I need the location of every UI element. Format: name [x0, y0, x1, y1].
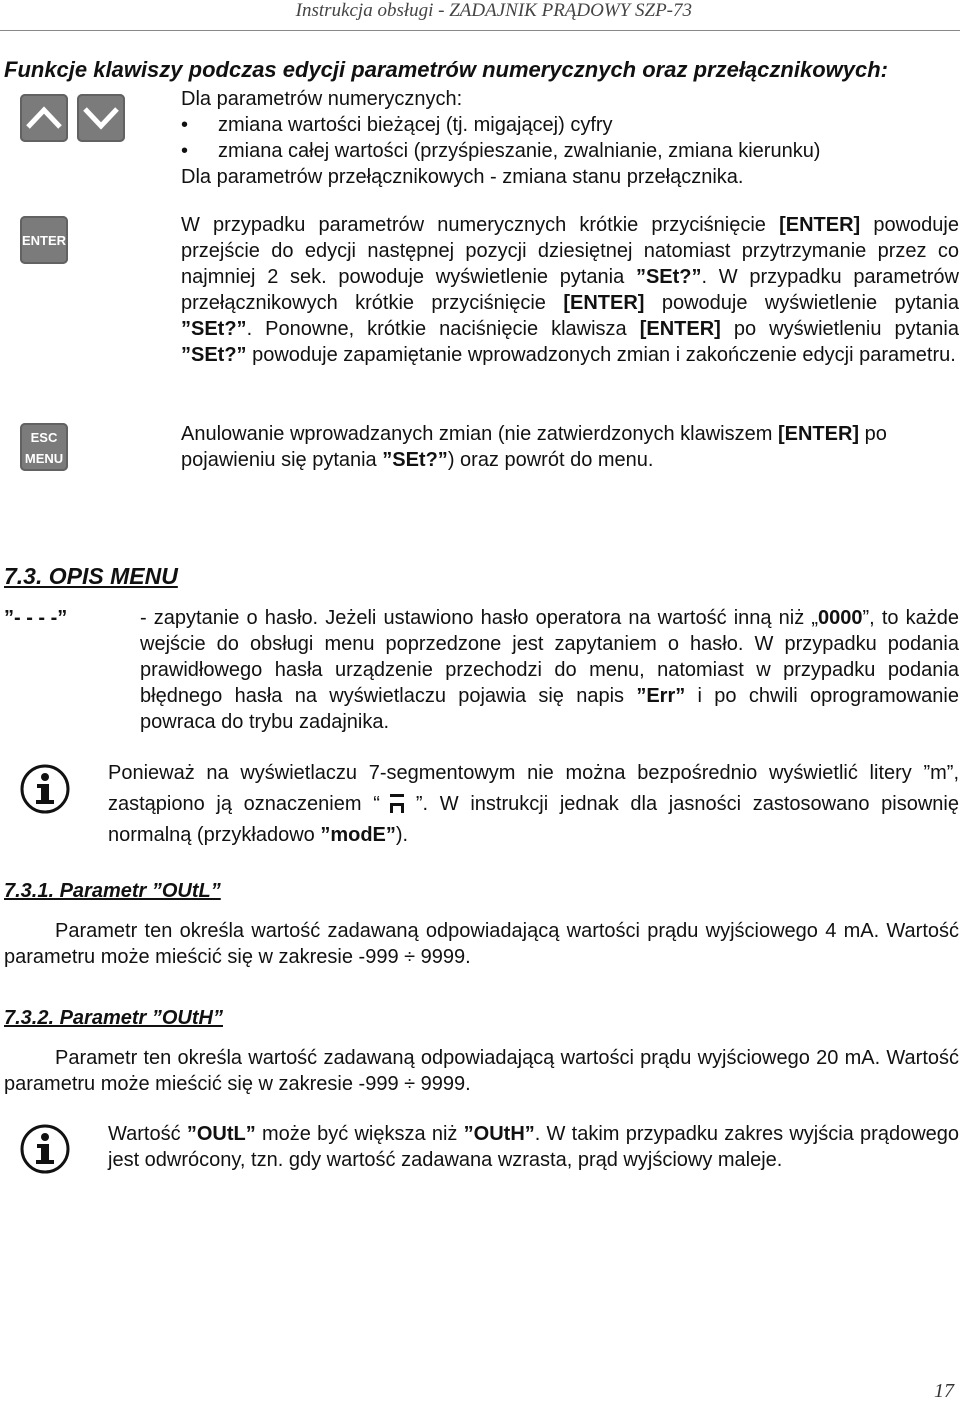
key-functions-heading: Funkcje klawiszy podczas edycji parametrów numerycznych oraz przełącznikowych: — [4, 57, 888, 82]
down-arrow-key — [77, 94, 125, 142]
enter-key-description: W przypadku parametrów numerycznych krótkie przyciśnięcie [ENTER] powoduje przejście do edycji następnej pozycji dziesiętnej natomiast przytrzymanie przez co najmniej 2 sek. powoduje wyświetlenie pytania ”SEt?”. W przypadku parametrów przełącznikowych krótkie przyciśnięcie [ENTER] powoduje wyświetlenie pytania ”SEt?”. Ponowne, krótkie naciśnięcie klawisza [ENTER] po wyświetleniu pytania ”SEt?” powoduje zapamiętanie wprowadzonych zmian i zakończenie edycji parametru. — [181, 214, 959, 366]
switch-params-line: Dla parametrów przełącznikowych - zmiana stanu przełącznika. — [181, 166, 744, 188]
seven-segment-note: Ponieważ na wyświetlaczu 7-segmentowym nie można bezpośrednio wyświetlić litery ”m”, zastąpiono ją oznaczeniem “ ”. W instrukcji jednak dla jasności zastosowano pisownię normalną (przykładowo ”modE”). — [108, 762, 959, 846]
esc-key-description: Anulowanie wprowadzanych zmian (nie zatwierdzonych klawiszem [ENTER] po pojawieniu się pytania ”SEt?”) oraz powrót do menu. — [181, 423, 887, 471]
up-arrow-key — [20, 94, 68, 142]
outl-outh-note: Wartość ”OUtL” może być większa niż ”OUtH”. W takim przypadku zakres wyjścia prądowego jest odwrócony, tzn. gdy wartość zadawana wzrasta, prąd wyjściowy maleje. — [108, 1123, 960, 1171]
page-header — [0, 0, 960, 31]
outh-heading: 7.3.2. Parametr ”OUtH” — [4, 1007, 223, 1029]
numeric-params-line: Dla parametrów numerycznych: — [181, 88, 463, 110]
info-icon — [19, 1123, 71, 1175]
arrow-keys-description — [181, 86, 941, 190]
chevron-down-icon — [77, 94, 125, 142]
password-term: ”- - - -” — [4, 607, 68, 629]
segment-m-icon — [380, 792, 416, 814]
info-icon — [19, 763, 71, 815]
outl-heading: 7.3.1. Parametr ”OUtL” — [4, 880, 221, 902]
header-title: Instrukcja obsługi - ZADAJNIK PRĄDOWY SZP-73 — [295, 0, 692, 21]
enter-key — [20, 216, 68, 264]
menu-key-label: MENU — [24, 451, 64, 466]
chevron-up-icon — [20, 94, 68, 142]
bullet-item: • zmiana całej wartości (przyśpieszanie, zwalnianie, zmiana kierunku) — [181, 140, 821, 162]
outh-description: Parametr ten określa wartość zadawaną odpowiadającą wartości prądu wyjściowego 20 mA. Wartość parametru może mieścić się w zakresie -999 ÷ 9999. — [4, 1047, 959, 1095]
bullet-item: • zmiana wartości bieżącej (tj. migającej) cyfry — [181, 114, 613, 136]
menu-section-heading: 7.3. OPIS MENU — [4, 563, 178, 589]
esc-key-label: ESC — [30, 430, 58, 445]
esc-menu-key — [20, 423, 68, 471]
password-description: - zapytanie o hasło. Jeżeli ustawiono hasło operatora na wartość inną niż „0000”, to każde wejście do obsługi menu poprzedzone jest zapytaniem o hasło. W przypadku podania prawidłowego hasła urządzenie przechodzi do menu, natomiast w przypadku podania błędnego hasła na wyświetlaczu pojawia się napis ”Err” i po chwili oprogramowanie powraca do trybu zadajnika. — [140, 607, 959, 733]
enter-key-label: ENTER — [21, 233, 67, 248]
outl-description: Parametr ten określa wartość zadawaną odpowiadającą wartości prądu wyjściowego 4 mA. Wartość parametru może mieścić się w zakresie -999 ÷ 9999. — [4, 920, 959, 968]
page-number: 17 — [934, 1380, 954, 1402]
